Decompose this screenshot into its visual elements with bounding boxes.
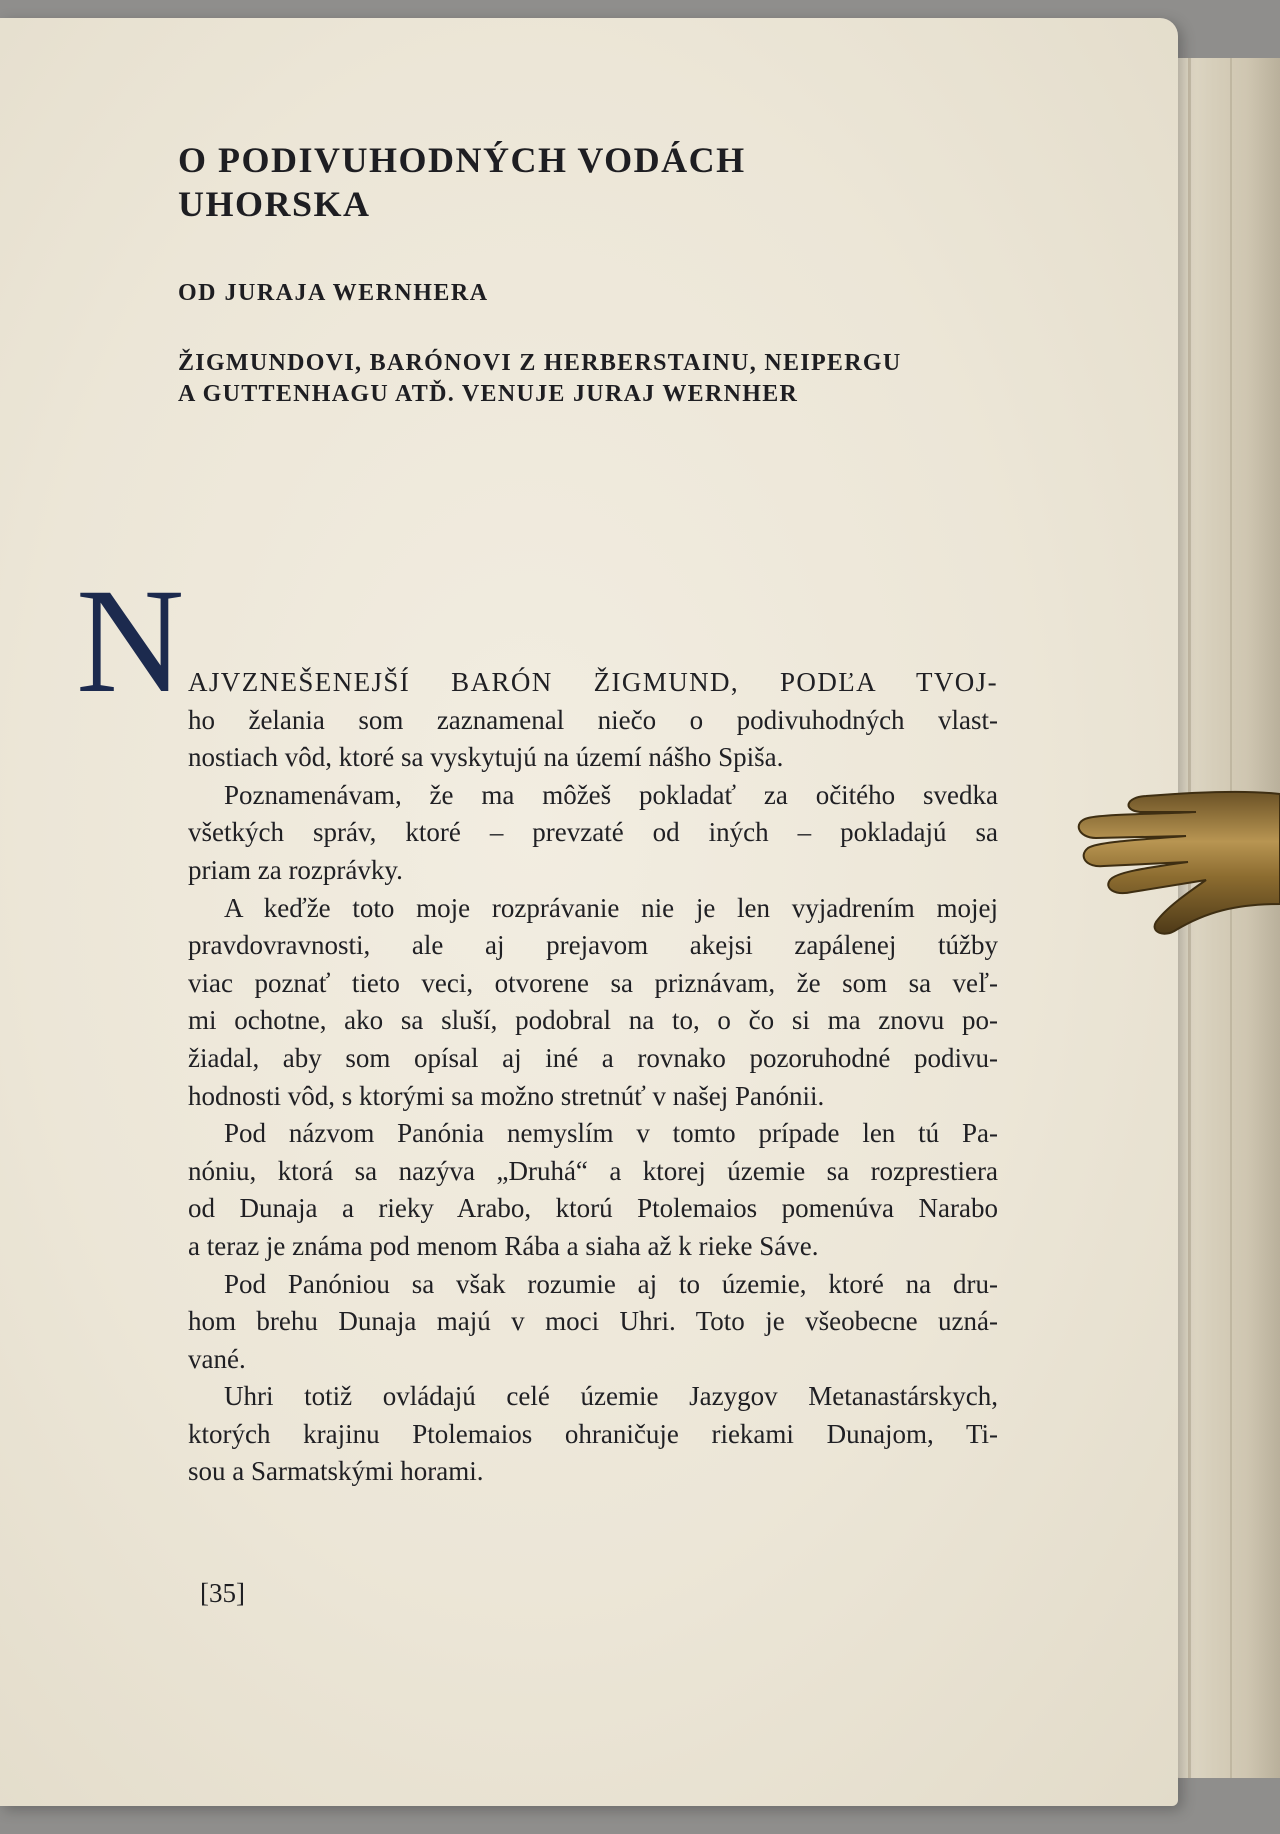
chapter-title-line: O PODIVUHODNÝCH VODÁCH (178, 140, 746, 180)
body-line: viac poznať tieto veci, otvorene sa priznávam, že som sa veľ- (188, 967, 998, 998)
body-line: hom brehu Dunaja majú v moci Uhri. Toto je všeobecne uzná- (188, 1306, 998, 1337)
body-line: hodnosti vôd, s ktorými sa možno stretnúť v našej Panónii. (188, 1080, 825, 1111)
chapter-title-line: UHORSKA (178, 184, 371, 224)
body-line: pravdovravnosti, ale aj prejavom akejsi zapálenej túžby (188, 930, 998, 961)
body-line: mi ochotne, ako sa sluší, podobral na to, o čo si ma znovu po- (188, 1005, 998, 1036)
body-line: AJVZNEŠENEJŠÍ BARÓN ŽIGMUND, PODĽA TVOJ- (188, 667, 998, 697)
drop-cap: N (76, 558, 185, 724)
body-line: nostiach vôd, ktoré sa vyskytujú na území nášho Spiša. (188, 742, 784, 773)
dedication-line: ŽIGMUNDOVI, BARÓNOVI Z HERBERSTAINU, NEIPERGU (178, 350, 902, 376)
body-line: Uhri totiž ovládajú celé územie Jazygov Metanastárskych, (224, 1381, 998, 1412)
body-line: nóniu, ktorá sa nazýva „Druhá“ a ktorej územie sa rozprestiera (188, 1155, 998, 1186)
body-line: sou a Sarmatskými horami. (188, 1456, 484, 1487)
body-line: všetkých správ, ktoré – prevzaté od iných – pokladajú sa (188, 817, 998, 848)
chapter-author: OD JURAJA WERNHERA (178, 280, 489, 306)
book-page (0, 18, 1178, 1806)
body-line: od Dunaja a rieky Arabo, ktorú Ptolemaios pomenúva Narabo (188, 1193, 998, 1224)
body-line: Pod Panóniou sa však rozumie aj to územie, ktoré na dru- (224, 1268, 998, 1299)
chapter-title (178, 138, 1078, 226)
body-line: Poznamenávam, že ma môžeš pokladať za očitého svedka (224, 779, 998, 810)
page-number: [35] (200, 1578, 245, 1608)
body-line: vané. (188, 1343, 246, 1374)
body-line: ho želania som zaznamenal niečo o podivuhodných vlast- (188, 704, 998, 735)
body-line: A keďže toto moje rozprávanie nie je len vyjadrením mojej (224, 892, 998, 923)
brass-hand-clip-icon (1076, 784, 1280, 954)
body-line: ktorých krajinu Ptolemaios ohraničuje riekami Dunajom, Ti- (188, 1418, 998, 1449)
body-line: žiadal, aby som opísal aj iné a rovnako pozoruhodné podivu- (188, 1042, 998, 1073)
body-text (188, 664, 998, 1491)
body-line: priam za rozprávky. (188, 854, 403, 885)
body-line: Pod názvom Panónia nemyslím v tomto prípade len tú Pa- (224, 1118, 998, 1149)
body-line: a teraz je známa pod menom Rába a siaha až k rieke Sáve. (188, 1230, 819, 1261)
dedication-line: A GUTTENHAGU ATĎ. VENUJE JURAJ WERNHER (178, 381, 799, 407)
dedication (178, 348, 1078, 410)
